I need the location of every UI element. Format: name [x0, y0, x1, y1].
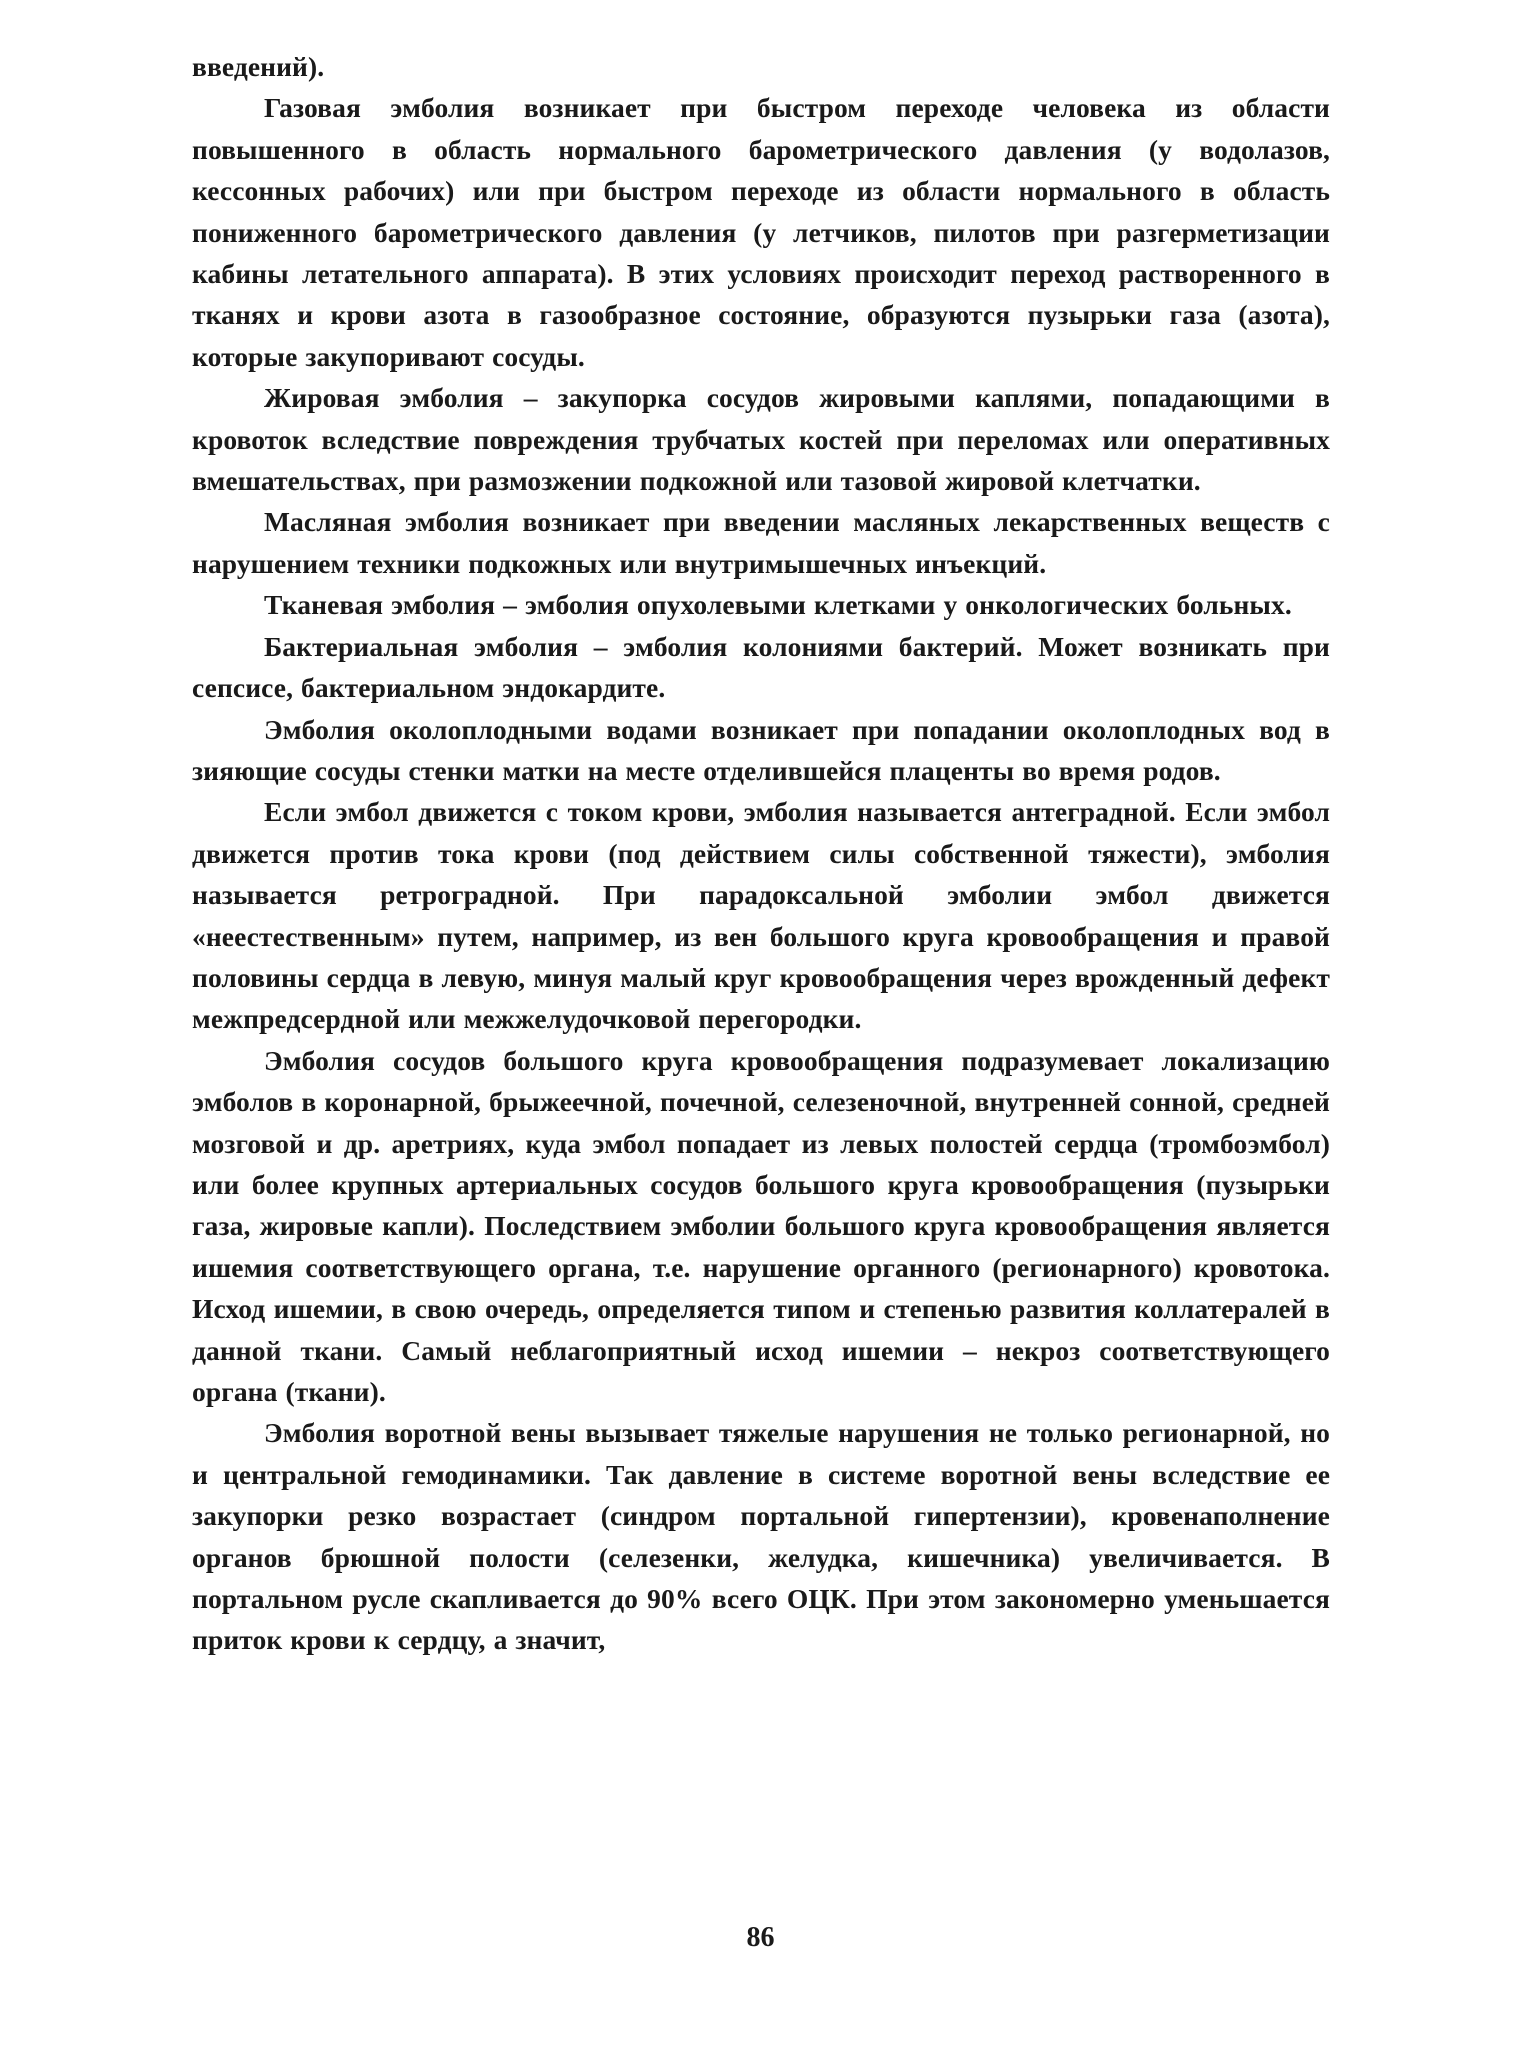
paragraph: Если эмбол движется с током крови, эмболия называется антеградной. Если эмбол движется против тока крови (под действием силы собственной тяжести), эмболия называется ретроградной. При парадоксальной эмболии эмбол движется «неестественным» путем, например, из вен большого круга кровообращения и правой половины сердца в левую, минуя малый круг кровообращения через врожденный дефект межпредсердной или межжелудочковой перегородки.	[192, 796, 1330, 1035]
paragraph: Эмболия сосудов большого круга кровообращения подразумевает локализацию эмболов в коронарной, брыжеечной, почечной, селезеночной, внутренней сонной, средней мозговой и др. аретриях, куда эмбол попадает из левых полостей сердца (тромбоэмбол) или более крупных артериальных сосудов большого круга кровообращения (пузырьки газа, жировые капли). Последствием эмболии большого круга кровообращения является ишемия соответствующего органа, т.е. нарушение органного (регионарного) кровотока. Исход ишемии, в свою очередь, определяется типом и степенью развития коллатералей в данной ткани. Самый неблагоприятный исход ишемии – некроз соответствующего органа (ткани).	[192, 1044, 1330, 1407]
paragraph: Газовая эмболия возникает при быстром переходе человека из области повышенного в область нормального барометрического давления (у водолазов, кессонных рабочих) или при быстром переходе из области нормального в область пониженного барометрического давления (у летчиков, пилотов при разгерметизации кабины летательного аппарата). В этих условиях происходит переход растворенного в тканях и крови азота в газообразное состояние, образуются пузырьки газа (азота), которые закупоривают сосуды.	[192, 92, 1330, 372]
paragraph: Жировая эмболия – закупорка сосудов жировыми каплями, попадающими в кровоток вследствие повреждения трубчатых костей при переломах или оперативных вмешательствах, при размозжении подкожной или тазовой жировой клетчатки.	[192, 382, 1330, 497]
paragraph: Тканевая эмболия – эмболия опухолевыми клетками у онкологических больных.	[264, 589, 1292, 621]
page-number: 86	[746, 1922, 775, 1953]
paragraph: Эмболия воротной вены вызывает тяжелые нарушения не только регионарной, но и центральной гемодинамики. Так давление в системе воротной вены вследствие ее закупорки резко возрастает (синдром портальной гипертензии), кровенаполнение органов брюшной полости (селезенки, желудка, кишечника) увеличивается. В портальном русле скапливается до 90% всего ОЦК. При этом закономерно уменьшается приток крови к сердцу, а значит,	[192, 1417, 1330, 1656]
paragraph: Бактериальная эмболия – эмболия колониями бактерий. Может возникать при сепсисе, бактериальном эндокардите.	[192, 630, 1330, 704]
paragraph: Масляная эмболия возникает при введении масляных лекарственных веществ с нарушением техники подкожных или внутримышечных инъекций.	[192, 506, 1330, 579]
paragraph: введений).	[192, 51, 325, 82]
text-column	[192, 46, 1330, 1661]
paragraph: Эмболия околоплодными водами возникает при попадании околоплодных вод в зияющие сосуды стенки матки на месте отделившейся плаценты во время родов.	[192, 713, 1330, 786]
